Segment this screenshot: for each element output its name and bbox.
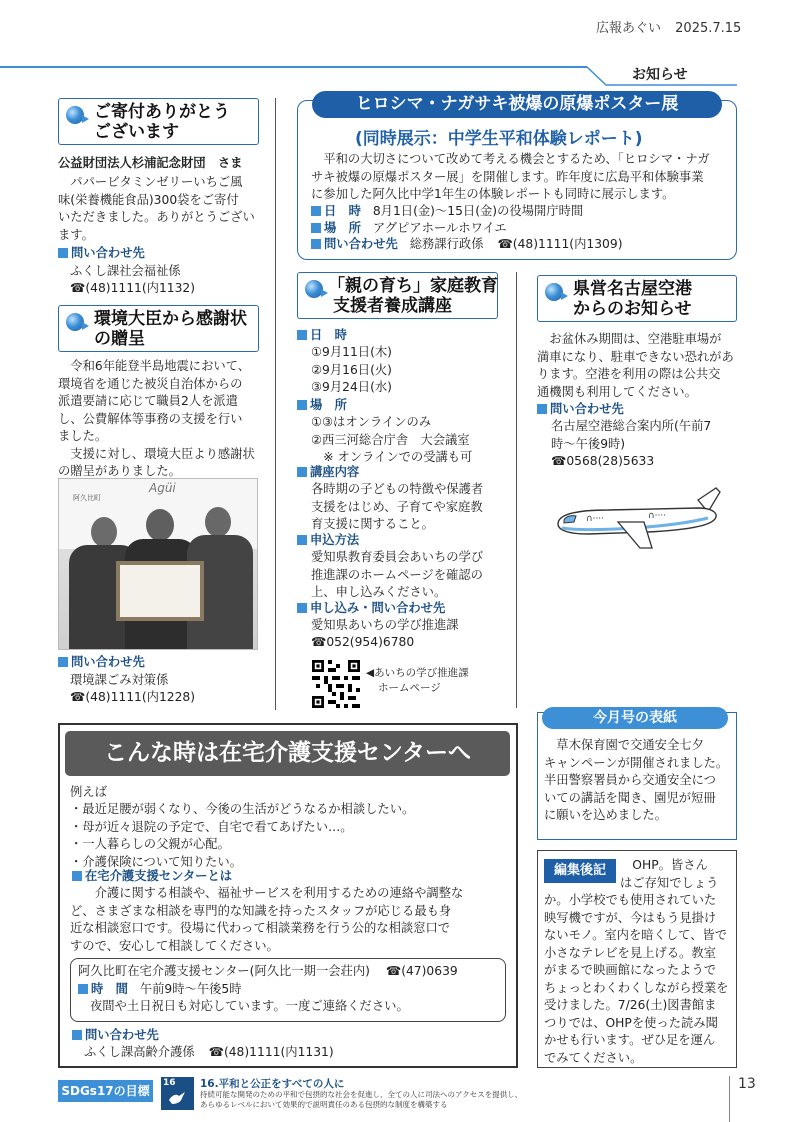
- parenting-apply-label: 申込方法: [297, 532, 359, 550]
- poster-contact-label: 問い合わせ先: [311, 237, 398, 251]
- svg-text:∩····: ∩····: [648, 511, 667, 521]
- poster-date-label: 日 時: [311, 204, 361, 218]
- phone-icon: ☎: [70, 690, 86, 704]
- parenting-apply: 愛知県教育委員会あいちの学び 推進課のホームページを確認の 上、申し込みください。: [311, 550, 484, 599]
- poster-date-value: 8月1日(金)～15日(金)の役場開庁時間: [372, 204, 584, 218]
- award-photo: [58, 478, 258, 650]
- minister-body: 令和6年能登半島地震において、 環境省を通じた被災自治体からの 派遣要請に応じて職員2人を派遣 し、公費解体等事務の支援を行い ました。 支援に対し、環境大臣より感謝状 の贈呈がありました。: [58, 359, 255, 478]
- care-examples: [70, 801, 414, 871]
- parenting-place-label: 場 所: [297, 397, 347, 415]
- list-item: ・最近足腰が弱くなり、今後の生活がどうなるか相談したい。: [70, 802, 415, 816]
- airport-body: お盆休み期間は、空港駐車場が 満車になり、駐車できない恐れがあ ります。空港を利用の際は公共交 通機関も利用してください。: [537, 332, 734, 399]
- parenting-apply-contact-label: 申し込み・問い合わせ先: [297, 600, 445, 618]
- minister-contact-tel: (48)1111(内1228): [85, 690, 196, 704]
- minister-contact-dept: 環境課ごみ対策係: [70, 673, 169, 687]
- certificate-frame: [116, 561, 204, 621]
- phone-icon: ☎: [385, 964, 402, 978]
- care-center-name: 阿久比町在宅介護支援センター(阿久比一期一会荘内): [78, 964, 370, 978]
- poster-place-label: 場 所: [311, 221, 361, 235]
- care-center-tel: (47)0639: [401, 964, 458, 978]
- parenting-places: ①③はオンラインのみ ②西三河総合庁舎 大会議室 ※ オンラインでの受講も可: [311, 415, 473, 464]
- blue-bullet-icon: [66, 313, 84, 331]
- cover-body: 草木保育園で交通安全七夕 キャンペーンが開催されました。 半田警察署員から交通安全につ いての講話を聞き、園児が短冊 に願いを込めました。: [544, 738, 729, 822]
- sdg16-number: 16: [163, 1078, 176, 1088]
- blue-bullet-icon: [66, 106, 84, 124]
- donation-title-box: [58, 98, 259, 145]
- donation-title-line1: ご寄付ありがとう: [94, 102, 230, 122]
- minister-title-box: [58, 305, 259, 352]
- parenting-apply-contact-tel: 052(954)6780: [326, 635, 415, 649]
- column-divider: [275, 98, 276, 710]
- photo-sign-left: 阿久比町: [73, 494, 101, 502]
- minister-contact-label: 問い合わせ先: [58, 654, 145, 672]
- column-divider: [516, 272, 517, 708]
- publication-date: 2025.7.15: [675, 21, 742, 36]
- airport-title-box: [537, 275, 737, 322]
- care-contact-row: [84, 1044, 334, 1062]
- cover-title: 今月号の表紙: [593, 710, 677, 726]
- care-what-body: 介護に関する相談や、福祉サービスを利用するための連絡や調整な ど、さまざまな相談を専門的な知識を持ったスタッフが応じる最も身 近な相談窓口です。役場に代わって相談業務を行う公的な相談窓口で すので、安心して相談してください。: [70, 886, 464, 953]
- qr-caption: ◀あいちの学び推進課 ホームページ: [366, 667, 469, 694]
- parenting-date-label: 日 時: [297, 327, 347, 345]
- editor-label: 編集後記: [544, 859, 616, 883]
- care-banner: [65, 731, 510, 776]
- airport-contact-tel-row: [551, 453, 654, 471]
- poster-contact-tel: (48)1111(内1309): [512, 237, 623, 251]
- photo-logo: Agüi: [149, 481, 176, 495]
- sdgs-label: SDGs17の目標: [61, 1084, 150, 1098]
- parenting-title-line1: 「親の育ち」家庭教育: [328, 276, 498, 296]
- care-intro: 例えば: [70, 785, 107, 799]
- list-item: ・一人暮らしの父親が心配。: [70, 837, 230, 851]
- minister-contact-tel-row: [70, 689, 195, 707]
- donation-contact-tel-row: [70, 280, 195, 298]
- airplane-illustration: [548, 482, 728, 552]
- poster-contact-row: [311, 236, 623, 254]
- donation-body: パパービタミンゼリーいちご風 味(栄養機能食品)300袋をご寄付 いただきました。ありがとうござい ます。: [58, 175, 255, 242]
- footer-divider: [729, 1076, 730, 1122]
- svg-text:∩····: ∩····: [586, 514, 605, 524]
- poster-title: ヒロシマ・ナガサキ被爆の原爆ポスター展: [355, 94, 679, 114]
- editor-first-lines: OHP。皆さん はご存知でしょう: [620, 858, 719, 890]
- care-hours-value: 午前9時～午後5時: [139, 982, 242, 996]
- section-tab-label: お知らせ: [632, 67, 688, 83]
- care-contact-dept: ふくし課高齢介護係: [84, 1045, 195, 1059]
- minister-title-line1: 環境大臣から感謝状: [94, 309, 247, 329]
- list-item: ・母が近々退院の予定で、自宅で看てあげたい…。: [70, 819, 353, 834]
- poster-place-value: アグピアホールホワイエ: [372, 221, 507, 235]
- publication-name: 広報あぐい: [596, 21, 662, 36]
- poster-date-row: [311, 203, 583, 221]
- page-number: 13: [738, 1076, 756, 1092]
- parenting-dates: ①9月11日(木) ②9月16日(火) ③9月24日(水): [311, 345, 392, 394]
- dove-icon: [167, 1090, 188, 1106]
- airport-contact: 名古屋空港総合案内所(午前7 時～午後9時): [551, 419, 712, 451]
- care-center-row: [78, 963, 458, 981]
- airport-contact-tel: 0568(28)5633: [566, 454, 655, 468]
- parenting-content-label: 講座内容: [297, 464, 359, 482]
- donation-contact-tel: (48)1111(内1132): [85, 281, 196, 295]
- phone-icon: ☎: [551, 454, 567, 468]
- care-hours-label: 時 間: [78, 982, 128, 996]
- minister-title-line2: の贈呈: [94, 329, 145, 349]
- donation-contact-dept: ふくし課社会福祉係: [70, 264, 181, 278]
- sdg16-icon: [161, 1077, 194, 1110]
- care-hours-row: [78, 981, 242, 999]
- editor-body: か。小学校でも使用されていた 映写機ですが、今はもう見掛け ないモノ。室内を暗くして、皆で 小さなテレビを見上げる。教室 がまるで映画館になったようで ちょっとわくわくしながら授業を 受けました。7/26(土)図書館ま つりでは、OHPを使った読み聞 かせも行います。ぜひ足を運ん でみてください。: [544, 893, 729, 1065]
- care-what-label: 在宅介護支援センターとは: [72, 868, 232, 886]
- care-hours-note: 夜間や土日祝日も対応しています。一度ご連絡ください。: [90, 999, 409, 1013]
- donation-donor: 公益財団法人杉浦記念財団 さま: [58, 156, 243, 170]
- parenting-content: 各時期の子どもの特徴や保護者 支援をはじめ、子育てや家庭教 育支援に関すること。: [311, 482, 484, 531]
- care-banner-text: こんな時は在宅介護支援センターへ: [103, 740, 472, 766]
- poster-place-row: [311, 220, 507, 238]
- cover-title-banner: [542, 707, 728, 729]
- sdg-goal-title: 16.平和と公正をすべての人に: [200, 1078, 345, 1090]
- airport-title-line2: からのお知らせ: [573, 299, 692, 319]
- parenting-title-line2: 支援者養成講座: [333, 296, 452, 316]
- airport-title-line1: 県営名古屋空港: [573, 279, 692, 299]
- care-contact-tel: (48)1111(内1131): [223, 1045, 334, 1059]
- phone-icon: ☎: [208, 1045, 224, 1059]
- donation-contact-label: 問い合わせ先: [58, 245, 145, 263]
- parenting-apply-contact-tel-row: [311, 634, 414, 652]
- poster-body: 平和の大切さについて改めて考える機会とするため、「ヒロシマ・ナガ サキ被爆の原爆ポスター展」を開催します。昨年度に広島平和体験事業 に参加した阿久比中学1年生の体験レポートも同時に展示します。: [311, 152, 710, 201]
- sdg-goal-desc: 持続可能な開発のための平和で包摂的な社会を促進し、全ての人に司法へのアクセスを提供し、 あらゆるレベルにおいて効果的で説明責任のある包摂的な制度を構築する: [200, 1090, 523, 1109]
- care-contact-label: 問い合わせ先: [72, 1027, 159, 1045]
- poster-subtitle: (同時展示：中学生平和体験レポート): [355, 129, 643, 149]
- airport-contact-label: 問い合わせ先: [537, 401, 624, 419]
- blue-bullet-icon: [545, 283, 563, 301]
- donation-title-line2: ございます: [94, 122, 179, 142]
- parenting-title-box: [297, 272, 498, 319]
- header-publication: [596, 17, 741, 36]
- phone-icon: ☎: [311, 635, 327, 649]
- poster-contact-dept: 総務課行政係: [409, 237, 484, 251]
- poster-title-banner: [312, 91, 722, 118]
- parenting-apply-contact-dept: 愛知県あいちの学び推進課: [311, 618, 459, 632]
- blue-bullet-icon: [305, 280, 323, 298]
- list-item: ・介護保険について知りたい。: [70, 854, 242, 869]
- qr-code[interactable]: [312, 660, 360, 708]
- sdgs-label-box: [58, 1080, 153, 1102]
- phone-icon: ☎: [497, 237, 513, 251]
- phone-icon: ☎: [70, 281, 86, 295]
